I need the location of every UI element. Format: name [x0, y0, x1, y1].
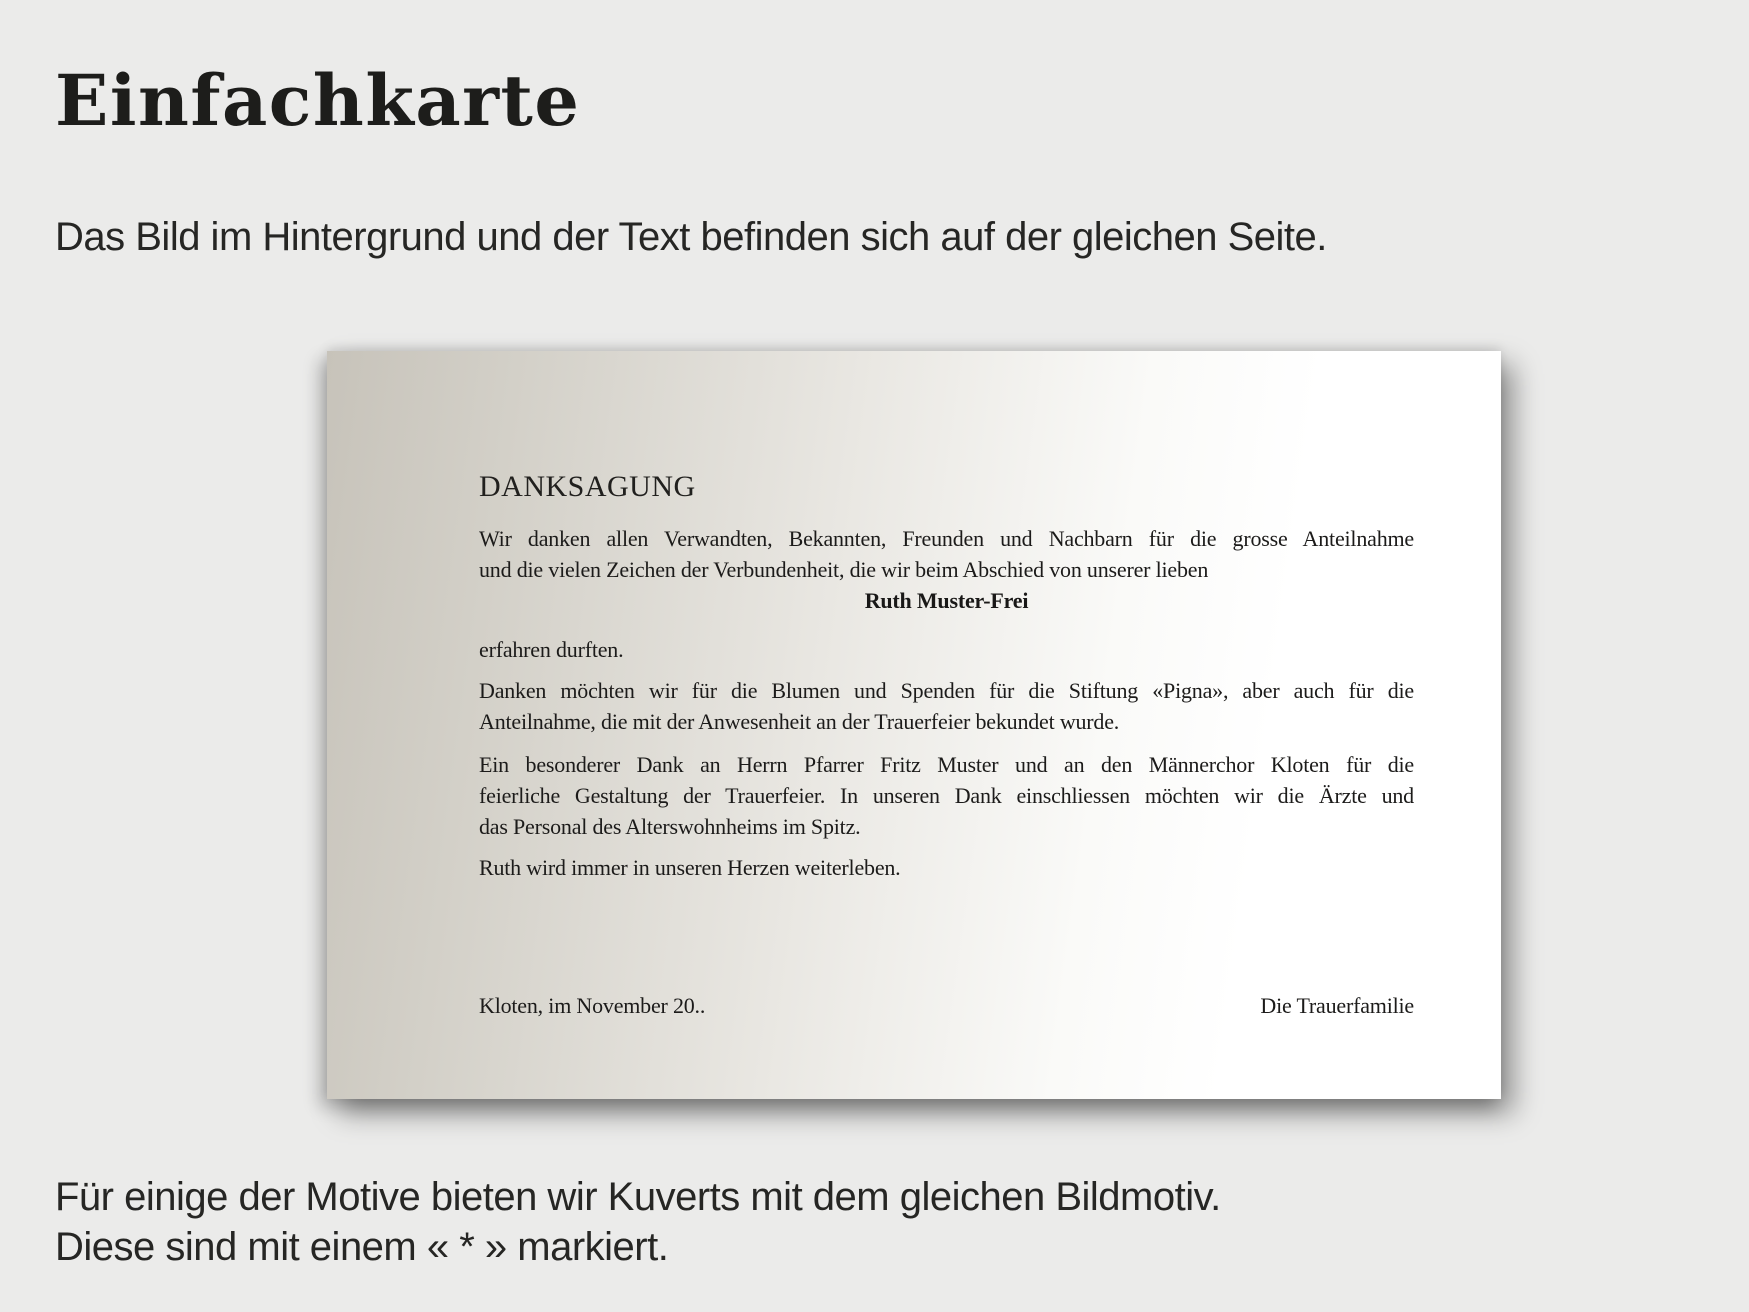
card-heading: DANKSAGUNG: [479, 470, 696, 503]
card-thanks-line-2: Anteilnahme, die mit der Anwesenheit an der Trauerfeier bekundet wurde.: [479, 709, 1120, 734]
card-special-line-3: das Personal des Alterswohnheims im Spitz.: [479, 814, 861, 839]
danksagung-card-preview: [327, 351, 1501, 1099]
card-closing-line: Ruth wird immer in unseren Herzen weiterleben.: [479, 855, 901, 880]
card-special-thanks-paragraph: [479, 749, 1414, 842]
card-special-line-2: feierliche Gestaltung der Trauerfeier. In unseren Dank einschliessen möchten wir die Ärzte und: [479, 783, 1414, 808]
card-signature: Die Trauerfamilie: [1260, 993, 1414, 1018]
page-footer-line-2: Diese sind mit einem « * » markiert.: [55, 1225, 669, 1269]
page-subtitle: Das Bild im Hintergrund und der Text befinden sich auf der gleichen Seite.: [55, 215, 1327, 259]
card-intro-paragraph: [479, 523, 1414, 585]
card-intro-line-1: Wir danken allen Verwandten, Bekannten, Freunden und Nachbarn für die grosse Anteilnahme: [479, 526, 1414, 551]
page-footer: [55, 1172, 1221, 1272]
card-after-name-line: erfahren durften.: [479, 637, 624, 662]
card-thanks-paragraph: [479, 675, 1414, 737]
page-title: Einfachkarte: [55, 59, 581, 142]
card-intro-line-2: und die vielen Zeichen der Verbundenheit, die wir beim Abschied von unserer lieben: [479, 557, 1209, 582]
deceased-name: Ruth Muster-Frei: [864, 588, 1029, 613]
card-footer-row: [479, 990, 1414, 1021]
card-place-date: Kloten, im November 20..: [479, 993, 706, 1018]
page-footer-line-1: Für einige der Motive bieten wir Kuverts mit dem gleichen Bildmotiv.: [55, 1175, 1221, 1219]
card-thanks-line-1: Danken möchten wir für die Blumen und Spenden für die Stiftung «Pigna», aber auch für die: [479, 678, 1414, 703]
card-special-line-1: Ein besonderer Dank an Herrn Pfarrer Fritz Muster und an den Männerchor Kloten für die: [479, 752, 1414, 777]
